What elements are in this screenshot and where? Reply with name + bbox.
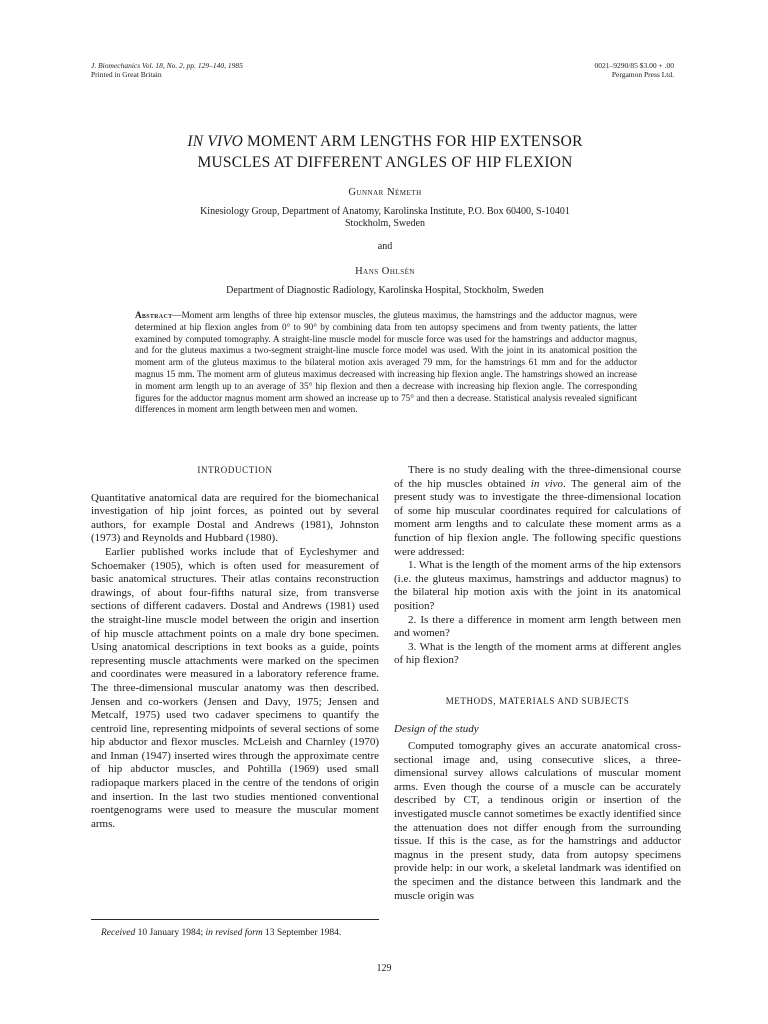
printed-in: Printed in Great Britain (91, 70, 162, 79)
abstract-text: —Moment arm lengths of three hip extensor muscles, the gluteus maximus, the hamstrings and the adductor magnus, were determined at hip flexion angles from 0° to 90° by combining data from ten autopsy specimens and from twenty patients, the latter examined by computed tomography. A straight-line muscle model for muscle force was used for the hamstrings and adductor magnus, and for the gluteus maximus a two-segment straight-line muscle force model was used. With the joint in its anatomical position the moment arm of the gluteus maximus to the bilateral motion axis averaged 79 mm, for the hamstrings 61 mm and for the adductor magnus 15 mm. The moment arm of gluteus maximus decreased with increasing hip flexion angle. The hamstrings showed an increase in moment arm length up to an average of 35° hip flexion and then a decrease with increasing hip flexion angle. The corresponding figures for the adductor magnus moment arm showed an increase up to 75° and then a decrease. Statistical analysis revealed significant differences in moment arm length between men and women. (135, 310, 637, 415)
aims-text-pre: There is no study dealing with the three-dimensional course of the hip muscles obtained (394, 464, 681, 490)
aims-text-italic: in vivo (530, 477, 564, 490)
methods-heading: METHODS, MATERIALS AND SUBJECTS (445, 695, 630, 706)
aims-paragraph (394, 464, 681, 559)
design-paragraph: Computed tomography gives an accurate anatomical cross-sectional image and, using consecutive slices, a three-dimensional survey allows calculations of muscular moment arms. Even though the course of a muscle can be accurately described by CT, a tendinous origin or insertion of the investigated muscle cannot sometimes be exactly identified since the attenuation does not differ enough from the surrounding tissue. If this is the case, as for the hamstrings and adductor magnus in the present study, data from autopsy specimens provide help: in our work, a skeletal landmark was identified on the specimen and the distance between this landmark and the muscle origin was (394, 740, 681, 902)
intro-paragraph-1: Quantitative anatomical data are required for the biomechanical investigation of hip joint forces, as pointed out by several authors, for example Dostal and Andrews (1981), Johnston (1973) and Reynolds and Hubbard (1980). (91, 491, 379, 545)
title-line-2: MUSCLES AT DIFFERENT ANGLES OF HIP FLEXION (197, 154, 573, 171)
received-footnote (91, 928, 379, 940)
page-number: 129 (376, 963, 392, 974)
footnote-rule (91, 919, 379, 920)
price-code: 0021–9290/85 $3.00 + .00 (594, 61, 674, 70)
publisher-name: Pergamon Press Ltd. (611, 70, 674, 79)
abstract-label: Abstract (135, 310, 173, 320)
abstract (135, 310, 637, 416)
author-conjunction: and (377, 241, 393, 252)
question-1: 1. What is the length of the moment arms of the hip extensors (i.e. the gluteus maximus, hamstrings and adductor magnus) to the bilateral hip motion axis with the joint in its anatomical position? (394, 559, 681, 612)
author-2: Hans Ohlsén (355, 266, 415, 277)
paper-title (90, 131, 680, 173)
affiliation-1-line-1: Kinesiology Group, Department of Anatomy, Karolinska Institute, P.O. Box 60400, S-10401 (200, 206, 570, 217)
received-date: 10 January 1984; (135, 928, 206, 938)
revised-date: 13 September 1984. (262, 928, 342, 938)
affiliation-1-line-2: Stockholm, Sweden (345, 218, 425, 229)
received-label: Received (101, 928, 136, 938)
revised-label: in revised form (205, 928, 263, 938)
title-line-1 (90, 131, 680, 152)
affiliation-2: Department of Diagnostic Radiology, Karolinska Hospital, Stockholm, Sweden (226, 285, 544, 296)
design-subheading: Design of the study (394, 722, 479, 735)
introduction-heading: INTRODUCTION (197, 465, 273, 475)
question-2: 2. Is there a difference in moment arm length between men and women? (394, 613, 681, 640)
title-line-1-rest: MOMENT ARM LENGTHS FOR HIP EXTENSOR (242, 133, 583, 150)
aims-text-post: . The general aim of the present study was to investigate the three-dimensional location of some hip muscular coordinates required for calculations of moment arm lengths and to calculate these moment arms as a function of hip flexion angle. The following specific questions were addressed: (394, 477, 681, 558)
title-italic: IN VIVO (187, 133, 243, 150)
journal-line: J. Biomechanics Vol. 18, No. 2, pp. 129–140, 1985 (91, 61, 243, 70)
author-1: Gunnar Németh (348, 187, 422, 198)
publisher-info (595, 61, 674, 79)
right-column (394, 464, 681, 903)
left-column (91, 464, 379, 831)
question-3: 3. What is the length of the moment arms at different angles of hip flexion? (394, 640, 681, 667)
intro-paragraph-2: Earlier published works include that of Eycleshymer and Schoemaker (1905), which is often used for measurement of basic anatomical structures. Their atlas contains reconstruction drawings, of about four-fifths natural size, from transverse sections of different cadavers. Dostal and Andrews (1981) used the straight-line muscle model between the origin and insertion of hip muscle attachment points on a male dry bone specimen. Using anatomical descriptions in text books as a guide, points representing muscle attachments were marked on the specimen and coordinates were measured in a laboratory reference frame. The three-dimensional muscular anatomy was then described. Jensen and co-workers (Jensen and Davy, 1975; Jensen and Metcalf, 1975) used two cadaver specimens to quantify the centroid line, representing midpoints of several sections of some hip abductor and flexor muscles. McLeish and Charnley (1970) and Inman (1947) inserted wires through the approximate centre of hip abductor muscles, and Pohtilla (1969) used small radiopaque markers placed in the centre of the tendons of origin and insertion. In the last two studies mentioned conventional roentgenograms were used to measure the muscular moment arms. (91, 545, 379, 830)
journal-citation (91, 61, 243, 79)
affiliation-1 (150, 206, 620, 230)
